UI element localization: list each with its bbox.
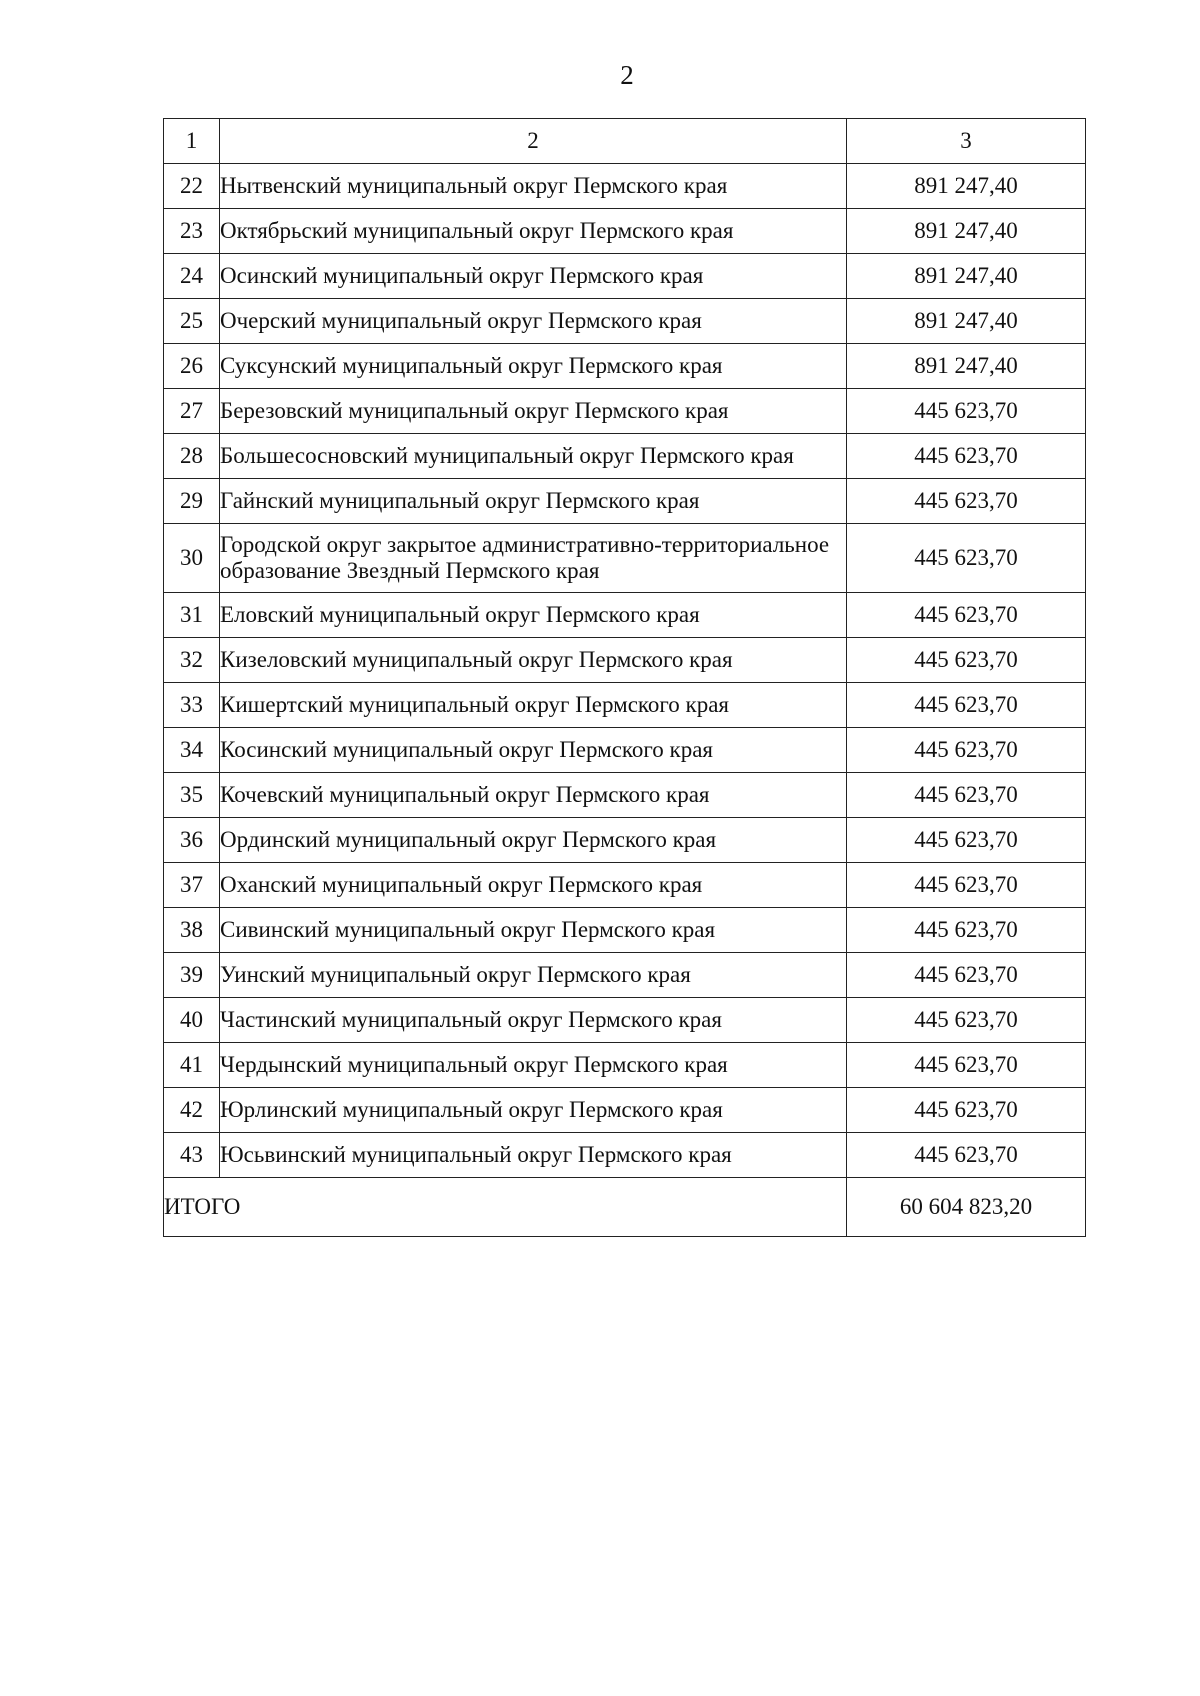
amount: 445 623,70 xyxy=(847,434,1086,479)
amount: 445 623,70 xyxy=(847,998,1086,1043)
amount: 445 623,70 xyxy=(847,389,1086,434)
amount: 891 247,40 xyxy=(847,254,1086,299)
municipality-name: Большесосновский муниципальный округ Пермского края xyxy=(220,434,847,479)
amount: 445 623,70 xyxy=(847,683,1086,728)
row-number: 30 xyxy=(164,524,220,593)
column-number-1: 1 xyxy=(164,119,220,164)
municipality-name: Очерский муниципальный округ Пермского края xyxy=(220,299,847,344)
table-row xyxy=(164,209,1086,254)
municipality-name: Сивинский муниципальный округ Пермского края xyxy=(220,908,847,953)
table-row xyxy=(164,164,1086,209)
municipality-name: Кишертский муниципальный округ Пермского края xyxy=(220,683,847,728)
municipality-name: Суксунский муниципальный округ Пермского края xyxy=(220,344,847,389)
row-number: 34 xyxy=(164,728,220,773)
allocation-table xyxy=(163,118,1086,1237)
table-row xyxy=(164,818,1086,863)
table-row xyxy=(164,389,1086,434)
row-number: 43 xyxy=(164,1133,220,1178)
row-number: 36 xyxy=(164,818,220,863)
row-number: 39 xyxy=(164,953,220,998)
table-row xyxy=(164,1088,1086,1133)
municipality-name: Октябрьский муниципальный округ Пермского края xyxy=(220,209,847,254)
municipality-name: Березовский муниципальный округ Пермского края xyxy=(220,389,847,434)
municipality-name: Осинский муниципальный округ Пермского края xyxy=(220,254,847,299)
row-number: 31 xyxy=(164,593,220,638)
table-row xyxy=(164,479,1086,524)
page-number: 2 xyxy=(620,60,634,90)
municipality-name: Оханский муниципальный округ Пермского края xyxy=(220,863,847,908)
total-row xyxy=(164,1178,1086,1237)
row-number: 24 xyxy=(164,254,220,299)
table-row xyxy=(164,254,1086,299)
row-number: 29 xyxy=(164,479,220,524)
municipality-name: Юсьвинский муниципальный округ Пермского края xyxy=(220,1133,847,1178)
amount: 445 623,70 xyxy=(847,593,1086,638)
row-number: 40 xyxy=(164,998,220,1043)
total-label: ИТОГО xyxy=(164,1178,847,1237)
table-row xyxy=(164,773,1086,818)
table-row xyxy=(164,638,1086,683)
table-row xyxy=(164,863,1086,908)
table-body xyxy=(164,119,1086,1237)
row-number: 25 xyxy=(164,299,220,344)
municipality-name: Юрлинский муниципальный округ Пермского края xyxy=(220,1088,847,1133)
amount: 445 623,70 xyxy=(847,773,1086,818)
amount: 891 247,40 xyxy=(847,299,1086,344)
row-number: 41 xyxy=(164,1043,220,1088)
table-row xyxy=(164,953,1086,998)
table-row xyxy=(164,998,1086,1043)
municipality-name: Ординский муниципальный округ Пермского края xyxy=(220,818,847,863)
municipality-name: Частинский муниципальный округ Пермского края xyxy=(220,998,847,1043)
table-row xyxy=(164,1043,1086,1088)
amount: 445 623,70 xyxy=(847,1088,1086,1133)
table-row xyxy=(164,299,1086,344)
column-number-2: 2 xyxy=(220,119,847,164)
amount: 445 623,70 xyxy=(847,908,1086,953)
row-number: 32 xyxy=(164,638,220,683)
amount: 445 623,70 xyxy=(847,638,1086,683)
row-number: 33 xyxy=(164,683,220,728)
row-number: 42 xyxy=(164,1088,220,1133)
municipality-name: Кизеловский муниципальный округ Пермского края xyxy=(220,638,847,683)
amount: 891 247,40 xyxy=(847,164,1086,209)
municipality-name: Косинский муниципальный округ Пермского края xyxy=(220,728,847,773)
row-number: 38 xyxy=(164,908,220,953)
total-amount: 60 604 823,20 xyxy=(847,1178,1086,1237)
row-number: 35 xyxy=(164,773,220,818)
table-row xyxy=(164,728,1086,773)
table-row xyxy=(164,344,1086,389)
amount: 445 623,70 xyxy=(847,953,1086,998)
row-number: 26 xyxy=(164,344,220,389)
row-number: 22 xyxy=(164,164,220,209)
amount: 445 623,70 xyxy=(847,524,1086,593)
row-number: 37 xyxy=(164,863,220,908)
municipality-name: Еловский муниципальный округ Пермского края xyxy=(220,593,847,638)
column-number-row xyxy=(164,119,1086,164)
amount: 445 623,70 xyxy=(847,479,1086,524)
table-row xyxy=(164,1133,1086,1178)
amount: 891 247,40 xyxy=(847,344,1086,389)
municipality-name: Гайнский муниципальный округ Пермского края xyxy=(220,479,847,524)
municipality-name: Чердынский муниципальный округ Пермского края xyxy=(220,1043,847,1088)
municipality-name: Нытвенский муниципальный округ Пермского края xyxy=(220,164,847,209)
municipality-name: Кочевский муниципальный округ Пермского края xyxy=(220,773,847,818)
table-row xyxy=(164,683,1086,728)
municipality-name: Уинский муниципальный округ Пермского края xyxy=(220,953,847,998)
municipality-name: Городской округ закрытое административно-территориальное образование Звездный Пермского края xyxy=(220,524,847,593)
amount: 891 247,40 xyxy=(847,209,1086,254)
amount: 445 623,70 xyxy=(847,728,1086,773)
amount: 445 623,70 xyxy=(847,863,1086,908)
amount: 445 623,70 xyxy=(847,818,1086,863)
row-number: 23 xyxy=(164,209,220,254)
row-number: 28 xyxy=(164,434,220,479)
column-number-3: 3 xyxy=(847,119,1086,164)
row-number: 27 xyxy=(164,389,220,434)
table-row xyxy=(164,434,1086,479)
amount: 445 623,70 xyxy=(847,1043,1086,1088)
table-row xyxy=(164,593,1086,638)
amount: 445 623,70 xyxy=(847,1133,1086,1178)
table-row xyxy=(164,908,1086,953)
table-row xyxy=(164,524,1086,593)
